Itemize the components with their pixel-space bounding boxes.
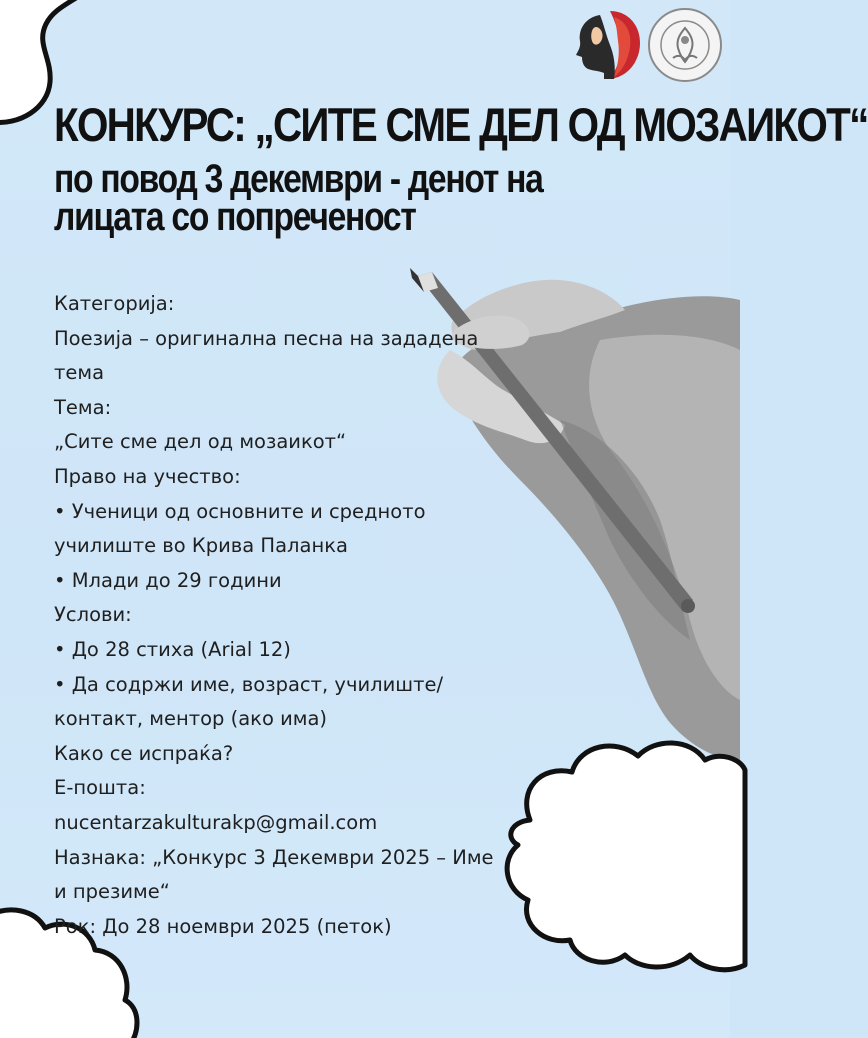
theme-value: „Сите сме дел од мозаикот“	[54, 430, 347, 454]
eligibility-item: • Млади до 29 години	[54, 568, 282, 592]
deadline: Рок: До 28 ноември 2025 (петок)	[54, 914, 392, 938]
subject-note: Назнака: „Конкурс 3 Декември 2025 – Име и презиме“	[54, 845, 494, 904]
profile-head-logo-icon	[570, 7, 642, 83]
page-title	[54, 92, 868, 239]
how-to-send-label: Како се испраќа?	[54, 741, 234, 765]
contest-details	[54, 287, 494, 944]
theme-label: Тема:	[54, 395, 112, 419]
condition-item: • До 28 стиха (Arial 12)	[54, 637, 291, 661]
category-value: Поезија – оригинална песна на зададена тема	[54, 326, 479, 385]
title-line-2: по повод 3 декември - денот на лицата со попреченост	[54, 157, 543, 239]
logos	[570, 6, 724, 84]
cloud-bottom-right-illustration	[507, 743, 745, 970]
culture-center-seal-icon	[646, 6, 724, 84]
email-address: nucentarzakulturakp@gmail.com	[54, 810, 378, 834]
title-line-1: КОНКУРС: „СИТЕ СМЕ ДЕЛ ОД МОЗАИКОТ“	[54, 98, 868, 151]
conditions-label: Услови:	[54, 603, 132, 627]
eligibility-label: Право на учество:	[54, 464, 241, 488]
category-label: Категорија:	[54, 292, 175, 315]
email-label: Е-пошта:	[54, 776, 146, 800]
eligibility-item: • Ученици од основните и средното училиште во Крива Паланка	[54, 499, 426, 558]
condition-item: • Да содржи име, возраст, училиште/ контакт, ментор (ако има)	[54, 672, 444, 731]
